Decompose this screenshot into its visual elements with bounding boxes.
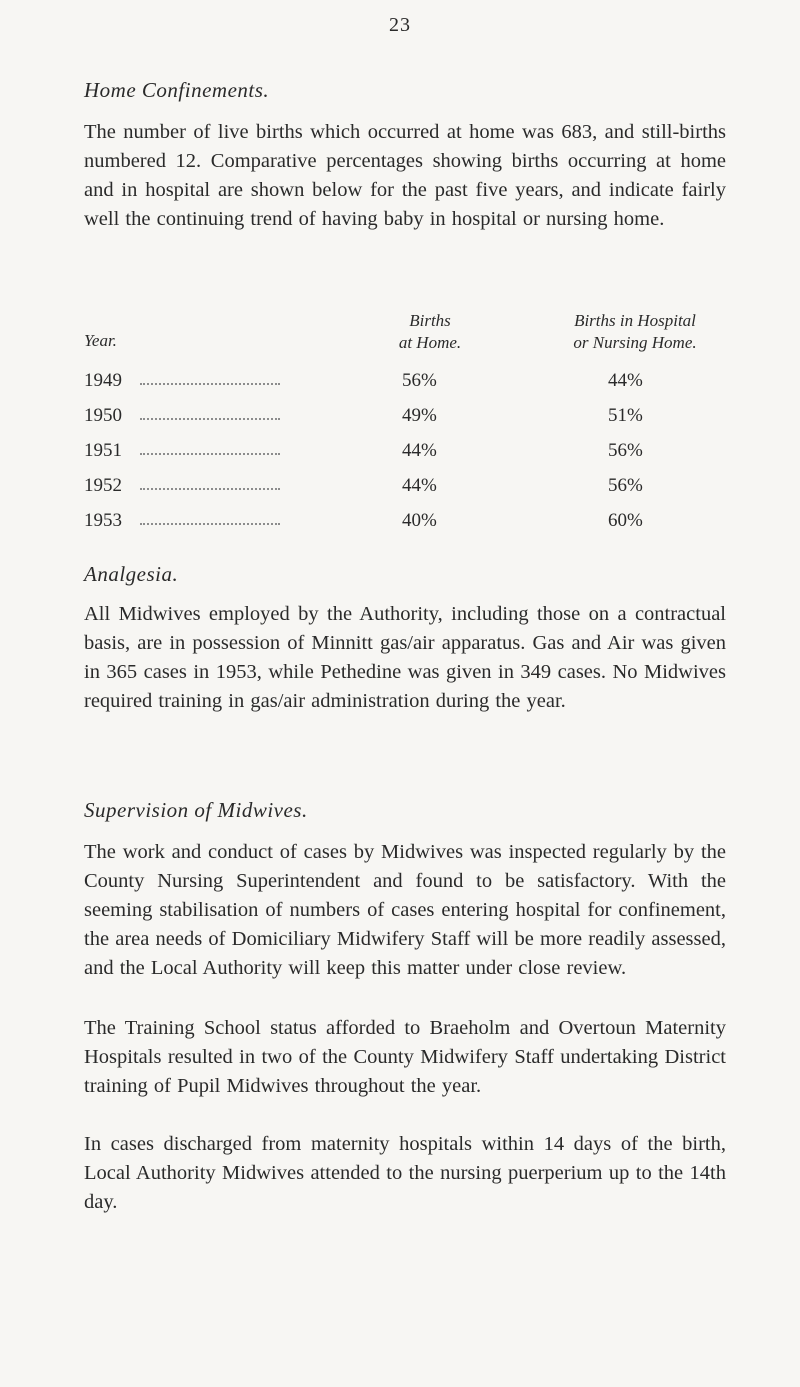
dot-leader <box>140 523 280 525</box>
table-row-home: 44% <box>402 440 437 461</box>
table-row-home: 44% <box>402 475 437 496</box>
home-header-line2: at Home. <box>398 333 462 352</box>
table-row-year: 1952 <box>84 475 122 496</box>
supervision-paragraph-3: In cases discharged from maternity hospitals within 14 days of the birth, Local Authority Midwives attended to the nursing puerperium up to the 14th day. <box>84 1133 726 1213</box>
table-row-home: 56% <box>402 370 437 391</box>
table-row-year: 1951 <box>84 440 122 461</box>
dot-leader <box>140 453 280 455</box>
dot-leader <box>140 488 280 490</box>
supervision-heading: Supervision of Midwives. <box>84 798 308 822</box>
home-confinements-paragraph: The number of live births which occurred at home was 683, and still-births numbered 12. Comparative percentages showing births occurring at home and in hospital are shown below for the past five years, and indicate fairly well the continuing trend of having baby in hospital or nursing home. <box>84 121 726 230</box>
dot-leader <box>140 418 280 420</box>
analgesia-heading: Analgesia. <box>84 562 179 586</box>
hospital-header-line2: or Nursing Home. <box>573 333 697 352</box>
table-row-hospital: 56% <box>608 475 643 496</box>
analgesia-paragraph: All Midwives employed by the Authority, including those on a contractual basis, are in possession of Minnitt gas/air apparatus. Gas and Air was given in 365 cases in 1953, while Pethedine was given in 349 cases. No Midwives required training in gas/air administration during the year. <box>84 603 726 712</box>
table-row-home: 40% <box>402 510 437 531</box>
table-row-year: 1953 <box>84 510 122 531</box>
supervision-paragraph-2: The Training School status afforded to Braeholm and Overtoun Maternity Hospitals resulted in two of the County Midwifery Staff undertaking District training of Pupil Midwives throughout the year. <box>84 1017 726 1097</box>
table-row-year: 1950 <box>84 405 122 426</box>
home-confinements-heading: Home Confinements. <box>84 78 270 102</box>
table-row-hospital: 51% <box>608 405 643 426</box>
hospital-header-line1: Births in Hospital <box>574 311 696 330</box>
table-row-hospital: 44% <box>608 370 643 391</box>
supervision-paragraph-1: The work and conduct of cases by Midwives was inspected regularly by the County Nursing Superintendent and found to be satisfactory. With the seeming stabilisation of numbers of cases entering hospital for confinement, the area needs of Domiciliary Midwifery Staff will be more readily assessed, and the Local Authority will keep this matter under close review. <box>84 841 726 979</box>
table-row-home: 49% <box>402 405 437 426</box>
page-number: 23 <box>389 14 411 36</box>
year-header: Year. <box>84 331 117 350</box>
table-row-hospital: 56% <box>608 440 643 461</box>
table-row-hospital: 60% <box>608 510 643 531</box>
dot-leader <box>140 383 280 385</box>
home-header-line1: Births <box>409 311 451 330</box>
table-row-year: 1949 <box>84 370 122 391</box>
